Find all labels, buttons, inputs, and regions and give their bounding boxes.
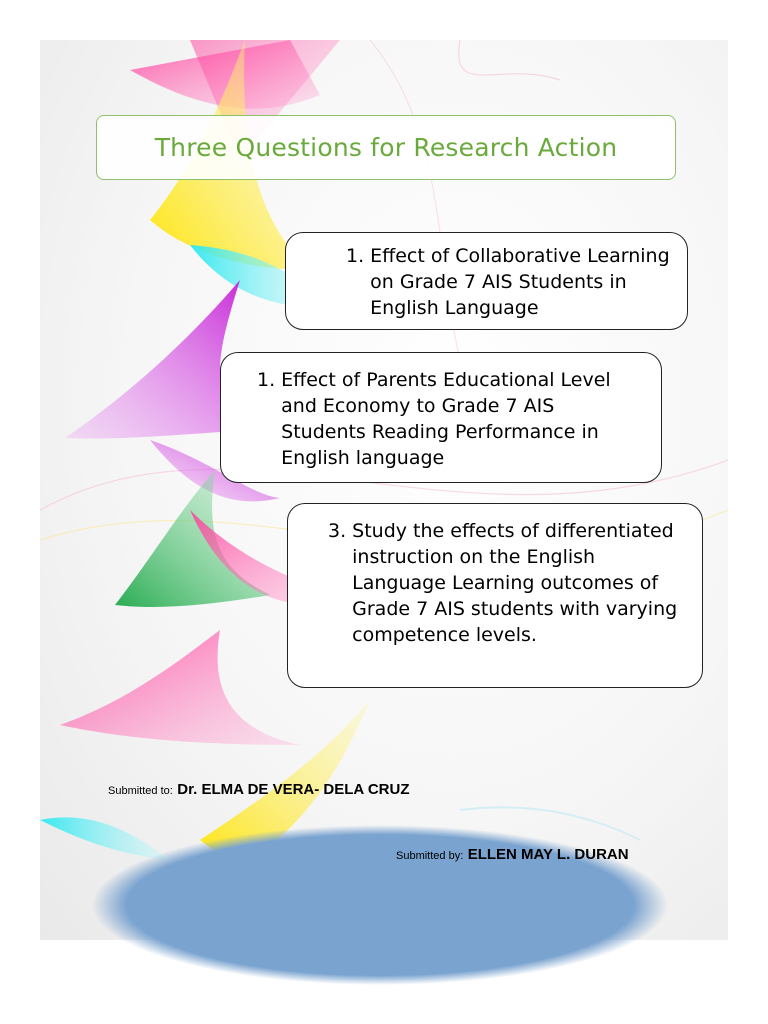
submitted-by [396, 846, 629, 864]
question-text: Effect of Parents Educational Level and Economy to Grade 7 AIS Students Reading Performance in English language [281, 369, 611, 469]
submitted-by-name: ELLEN MAY L. DURAN [467, 846, 629, 863]
submitted-to [108, 781, 410, 799]
document-page [40, 40, 728, 940]
submitted-to-name: Dr. ELMA DE VERA- DELA CRUZ [177, 781, 410, 798]
question-text: Study the effects of differentiated instruction on the English Language Learning outcomes of Grade 7 AIS students with varying competence levels. [352, 520, 678, 646]
title-box [96, 115, 676, 180]
question-box-1 [285, 232, 688, 330]
question-number: 3. [328, 520, 347, 542]
submitted-by-label: Submitted by: [396, 850, 464, 862]
question-box-2 [220, 352, 662, 483]
page-title: Three Questions for Research Action [154, 133, 618, 162]
question-number: 1. [257, 369, 276, 391]
question-number: 1. [346, 245, 365, 267]
question-text: Effect of Collaborative Learning on Grade 7 AIS Students in English Language [370, 245, 670, 319]
question-box-3 [287, 503, 703, 688]
submitted-to-label: Submitted to: [108, 785, 173, 797]
